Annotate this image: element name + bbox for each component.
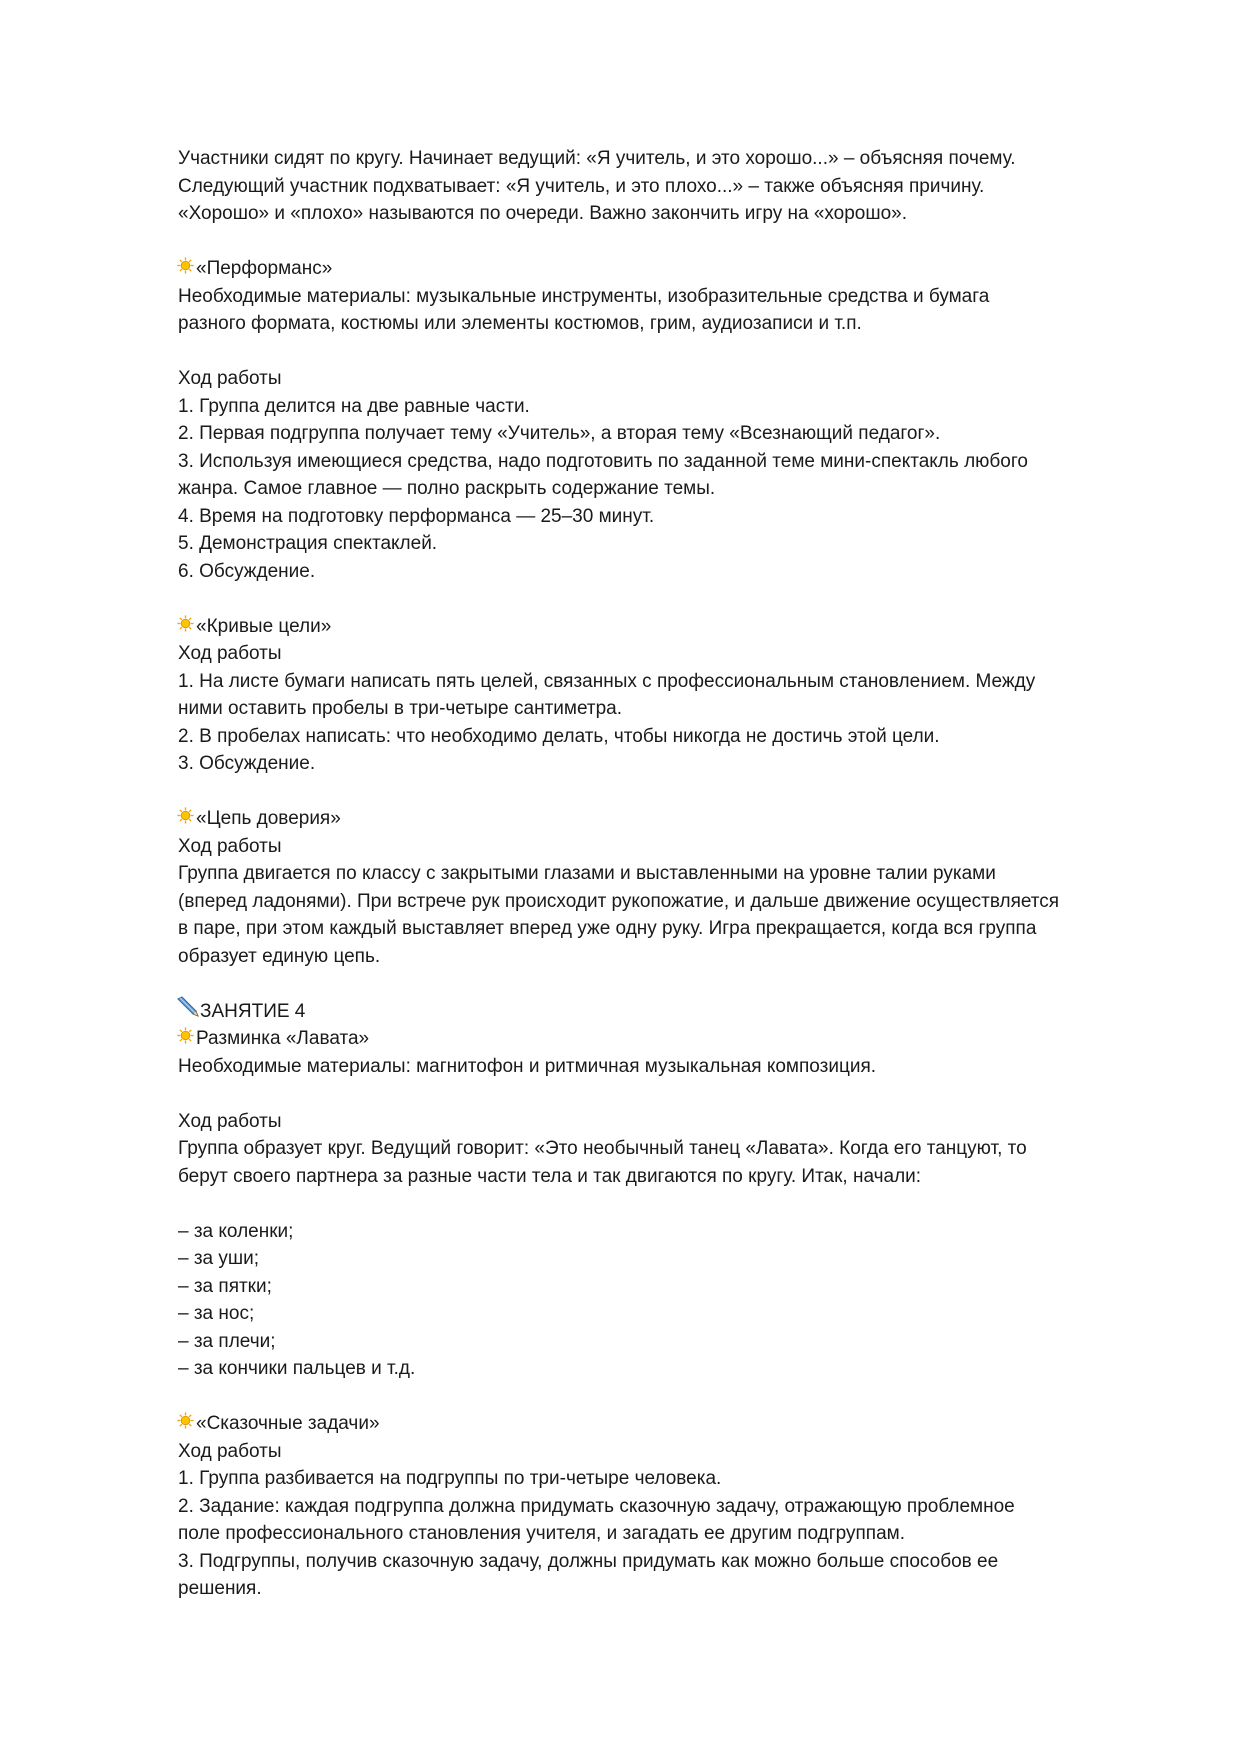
step-line: 3. Используя имеющиеся средства, надо подготовить по заданной теме мини-спектакль любого: [178, 450, 1028, 472]
list-item: – за уши;: [178, 1248, 260, 1269]
text-line: разного формата, костюмы или элементы костюмов, грим, аудиозаписи и т.п.: [178, 313, 862, 334]
section-trust-chain: [178, 805, 1168, 970]
section-title: [178, 1410, 1168, 1438]
step-line: 2. Первая подгруппа получает тему «Учитель», а вторая тему «Всезнающий педагог».: [178, 423, 941, 444]
sun-icon: [178, 1415, 193, 1430]
text-line: Группа двигается по классу с закрытыми глазами и выставленными на уровне талии руками: [178, 863, 996, 884]
step-line: решения.: [178, 1578, 262, 1599]
intro-paragraph: [178, 145, 1168, 228]
step-line: 1. Группа разбивается на подгруппы по три-четыре человека.: [178, 1468, 722, 1489]
step-line: 6. Обсуждение.: [178, 560, 316, 582]
step-line: поле профессионального становления учителя, и загадать ее другим подгруппам.: [178, 1523, 906, 1544]
step-line: 2. В пробелах написать: что необходимо делать, чтобы никогда не достичь этой цели.: [178, 725, 940, 747]
text-line: Следующий участник подхватывает: «Я учитель, и это плохо...» – также объясняя причину.: [178, 175, 985, 197]
step-line: жанра. Самое главное — полно раскрыть содержание темы.: [178, 478, 716, 499]
sun-icon: [178, 1030, 193, 1045]
text-line: в паре, при этом каждый выставляет вперед уже одну руку. Игра прекращается, когда вся группа: [178, 918, 1037, 939]
progress-heading: Ход работы: [178, 1110, 282, 1132]
text-line: Необходимые материалы: музыкальные инструменты, изобразительные средства и бумага: [178, 285, 990, 307]
step-line: 1. Группа делится на две равные части.: [178, 395, 530, 417]
sun-icon: [178, 260, 193, 275]
text-line: Группа образует круг. Ведущий говорит: «Это необычный танец «Лавата». Когда его танцуют, то: [178, 1138, 1027, 1159]
section-title: [178, 613, 1168, 641]
section-title: [178, 1025, 1168, 1053]
section-title-text: «Перформанс»: [196, 258, 333, 279]
list-item: – за кончики пальцев и т.д.: [178, 1358, 416, 1379]
step-line: 4. Время на подготовку перформанса — 25–30 минут.: [178, 505, 655, 527]
text-line: «Хорошо» и «плохо» называются по очереди. Важно закончить игру на «хорошо».: [178, 203, 908, 224]
section-title: [178, 805, 1168, 833]
text-line: образует единую цепь.: [178, 945, 381, 967]
section-title-text: «Цепь доверия»: [196, 808, 341, 829]
pencil-icon: [178, 1000, 200, 1020]
document-page: [178, 145, 1168, 1603]
step-line: ними оставить пробелы в три-четыре сантиметра.: [178, 698, 622, 719]
step-line: 2. Задание: каждая подгруппа должна придумать сказочную задачу, отражающую проблемное: [178, 1495, 1015, 1517]
text-line: (вперед ладонями). При встрече рук происходит рукопожатие, и дальше движение осуществляется: [178, 890, 1060, 912]
step-line: 3. Подгруппы, получив сказочную задачу, должны придумать как можно больше способов ее: [178, 1550, 999, 1572]
progress-heading: Ход работы: [178, 835, 282, 857]
list-item: – за нос;: [178, 1303, 255, 1324]
text-line: Участники сидят по кругу. Начинает ведущий: «Я учитель, и это хорошо...» – объясняя почему.: [178, 148, 1016, 169]
section-crooked-goals: [178, 613, 1168, 778]
step-line: 5. Демонстрация спектаклей.: [178, 533, 438, 554]
section-lavata: [178, 1025, 1168, 1383]
text-line: берут своего партнера за разные части тела и так двигаются по кругу. Итак, начали:: [178, 1165, 922, 1187]
step-line: 3. Обсуждение.: [178, 753, 316, 774]
list-item: – за коленки;: [178, 1220, 294, 1242]
section-title-text: Разминка «Лавата»: [196, 1028, 370, 1049]
list-item: – за пятки;: [178, 1275, 272, 1297]
section-title: [178, 255, 1168, 283]
text-line: Необходимые материалы: магнитофон и ритмичная музыкальная композиция.: [178, 1055, 877, 1077]
section-performance: [178, 255, 1168, 585]
list-item: – за плечи;: [178, 1330, 276, 1352]
progress-heading: Ход работы: [178, 1440, 282, 1462]
section-title-text: «Кривые цели»: [196, 615, 332, 637]
progress-heading: Ход работы: [178, 368, 282, 389]
section-title-text: «Сказочные задачи»: [196, 1413, 380, 1434]
progress-heading: Ход работы: [178, 643, 282, 664]
section-fairy-tasks: [178, 1410, 1168, 1603]
lesson-heading: [178, 998, 1168, 1026]
lesson-heading-text: ЗАНЯТИЕ 4: [200, 1000, 306, 1022]
sun-icon: [178, 618, 193, 633]
step-line: 1. На листе бумаги написать пять целей, связанных с профессиональным становлением. Между: [178, 670, 1036, 692]
sun-icon: [178, 810, 193, 825]
